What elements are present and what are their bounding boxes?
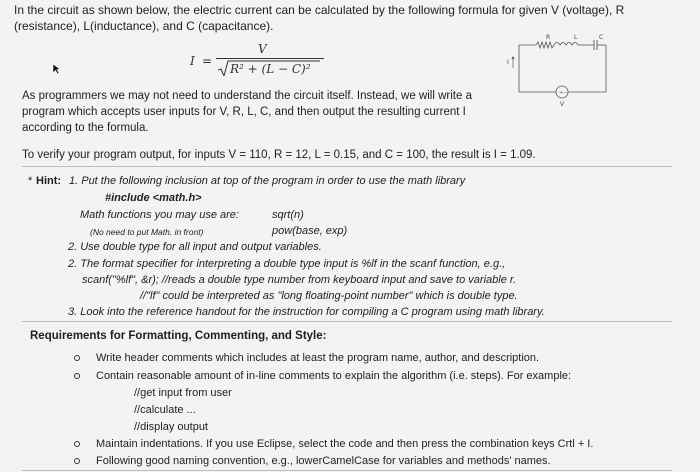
scanf-example: scanf("%lf", &r); //reads a double type number from keyboard input and save to variable r. (82, 274, 517, 286)
formula-denominator: R² + (L − C)² (230, 62, 311, 76)
divider-3 (22, 470, 672, 471)
requirement-item-2: Contain reasonable amount of in-line comments to explain the algorithm (i.e. steps). For example: (96, 370, 572, 382)
bullet-4 (74, 458, 80, 464)
para-line-2: program which accepts user inputs for V, R, L, C, and then output the resulting current I (22, 106, 466, 118)
programmers-paragraph (22, 88, 497, 136)
verify-line: To verify your program output, for inputs V = 110, R = 12, L = 0.15, and C = 100, the result is I = 1.09. (22, 149, 536, 161)
resistor-symbol (536, 42, 554, 48)
hint-label: Hint: (36, 175, 62, 187)
requirement-item-3: Maintain indentations. If you use Eclipse, select the code and then press the combination keys Crtl + I. (96, 438, 594, 450)
requirement-item-4: Following good naming convention, e.g., lowerCamelCase for variables and methods' names. (96, 455, 551, 467)
hint-item-2b: 2. The format specifier for interpreting a double type input is %lf in the scanf function, e.g., (68, 258, 506, 270)
requirements-title: Requirements for Formatting, Commenting, and Style: (30, 330, 327, 342)
math-functions-label: Math functions you may use are: (80, 209, 239, 221)
rlc-circuit-diagram (504, 32, 614, 112)
para-line-1: As programmers we may not need to understand the circuit itself. Instead, we will write a (22, 90, 472, 102)
formula-equals: = (202, 54, 213, 68)
label-r: R (546, 34, 551, 41)
bullet-3 (74, 441, 80, 447)
label-i: I (507, 59, 509, 66)
example-comment-1: //get input from user (134, 387, 232, 399)
para-line-3: according to the formula. (22, 122, 149, 134)
fraction-bar (216, 58, 324, 59)
no-need-note: (No need to put Math. in front) (90, 227, 204, 237)
inductor-symbol (554, 43, 578, 46)
label-v: V (560, 101, 565, 108)
sqrt-function: sqrt(n) (272, 209, 304, 221)
label-l: L (574, 34, 578, 41)
formula-numerator: V (258, 42, 267, 56)
formula-lhs: I (190, 54, 195, 68)
label-c: C (599, 34, 604, 41)
mouse-cursor-icon (52, 63, 62, 75)
divider-1 (22, 166, 672, 167)
bullet-2 (74, 373, 80, 379)
bullet-1 (74, 355, 80, 361)
hint-item-3: 3. Look into the reference handout for the instruction for compiling a C program using math library. (68, 306, 545, 318)
hint-item-1: 1. Put the following inclusion at top of the program in order to use the math library (69, 175, 466, 187)
svg-text:+−: +− (559, 90, 568, 96)
lf-note: //"lf" could be interpreted as "long floating-point number" which is double type. (140, 290, 518, 302)
example-comment-3: //display output (134, 421, 208, 433)
example-comment-2: //calculate ... (134, 404, 196, 416)
intro-text (14, 2, 674, 34)
intro-line-2: (resistance), L(inductance), and C (capacitance). (14, 19, 274, 33)
hint-item-2a: 2. Use double type for all input and output variables. (68, 241, 322, 253)
pow-function: pow(base, exp) (272, 225, 348, 237)
hint-star: * (28, 175, 33, 187)
requirement-item-1: Write header comments which includes at least the program name, author, and description. (96, 352, 540, 364)
intro-line-1: In the circuit as shown below, the electric current can be calculated by the following formula for given V (voltage), R (14, 3, 625, 17)
divider-2 (22, 321, 672, 322)
include-line: #include <math.h> (105, 192, 202, 204)
